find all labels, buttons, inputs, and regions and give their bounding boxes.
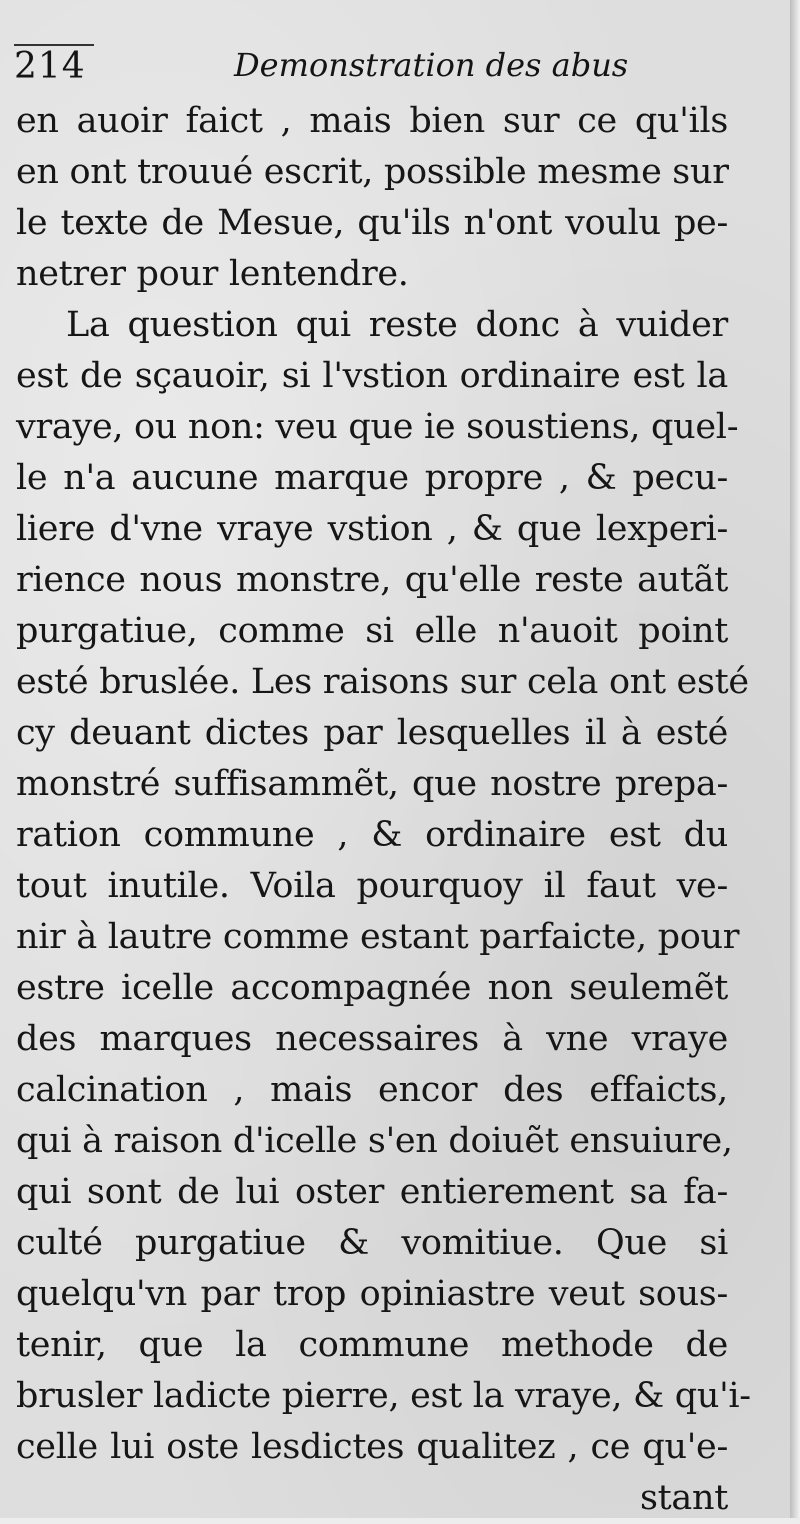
text-line: rience nous monstre, qu'elle reste autãt <box>16 560 728 600</box>
text-line: culté purgatiue & vomitiue. Que si <box>16 1223 728 1263</box>
text-line: qui sont de lui oster entierement sa fa- <box>16 1172 728 1212</box>
text-line: estre icelle accompagnée non seulemẽt <box>16 968 728 1008</box>
text-line: netrer pour lentendre. <box>16 254 409 294</box>
text-line: cy deuant dictes par lesquelles il à esté <box>16 713 728 753</box>
text-body <box>16 96 751 1524</box>
running-title: Demonstration des abus <box>234 46 629 84</box>
text-line: des marques necessaires à vne vraye <box>16 1019 728 1059</box>
text-line: vraye, ou non: veu que ie soustiens, quel- <box>16 407 739 447</box>
text-line: tenir, que la commune methode de <box>16 1325 728 1365</box>
catchword: stant <box>640 1478 728 1518</box>
page-bottom-edge <box>0 1518 800 1524</box>
text-line: nir à lautre comme estant parfaicte, pour <box>16 917 740 957</box>
text-line: monstré suffisammẽt, que nostre prepa- <box>16 764 728 804</box>
text-line: ration commune , & ordinaire est du <box>16 815 728 855</box>
text-line: celle lui oste lesdictes qualitez , ce qu'e- <box>16 1427 728 1467</box>
text-line: La question qui reste donc à vuider <box>66 305 728 345</box>
text-line: brusler ladicte pierre, est la vraye, & qu'i- <box>16 1376 751 1416</box>
text-line: en ont trouué escrit, possible mesme sur <box>16 152 729 192</box>
text-line: quelqu'vn par trop opiniastre veut sous- <box>16 1274 728 1314</box>
text-line: qui à raison d'icelle s'en doiuẽt ensuiure, <box>16 1121 733 1161</box>
text-line: en auoir faict , mais bien sur ce qu'ils <box>16 101 728 141</box>
text-line: le texte de Mesue, qu'ils n'ont voulu pe- <box>16 203 728 243</box>
text-line: le n'a aucune marque propre , & pecu- <box>16 458 728 498</box>
text-line: tout inutile. Voila pourquoy il faut ve- <box>16 866 728 906</box>
text-line: liere d'vne vraye vstion , & que lexperi- <box>16 509 728 549</box>
text-line: esté bruslée. Les raisons sur cela ont esté <box>16 662 749 702</box>
text-line: est de sçauoir, si l'vstion ordinaire est la <box>16 356 728 396</box>
page-number: 214 <box>14 46 86 87</box>
page-edge <box>790 0 800 1524</box>
running-head <box>14 40 724 96</box>
text-line: calcination , mais encor des effaicts, <box>16 1070 728 1110</box>
text-line: purgatiue, comme si elle n'auoit point <box>16 611 728 651</box>
